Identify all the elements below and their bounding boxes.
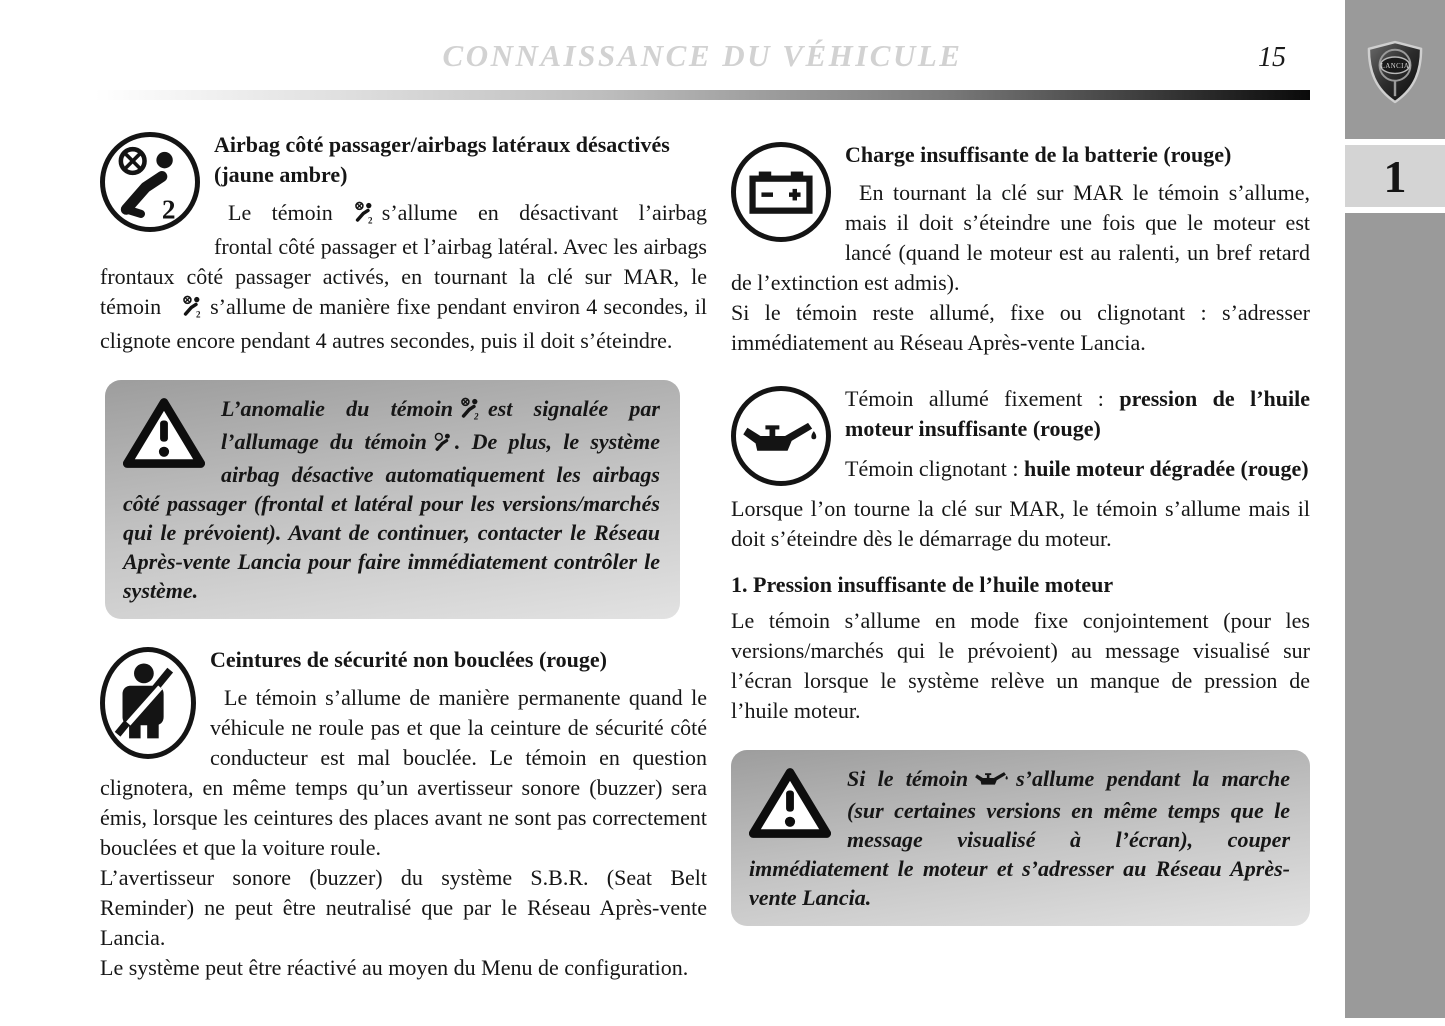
- page-title: CONNAISSANCE DU VÉHICULE: [442, 38, 963, 73]
- sidebar-logo-block: [1345, 0, 1445, 139]
- engine-oil-section: [731, 384, 1310, 726]
- airbag-deactivated-section: [100, 130, 707, 356]
- chapter-sidebar: [1345, 0, 1445, 1026]
- airbag-warning-box: [105, 380, 680, 619]
- oil-pressure-subheading: 1. Pression insuffisante de l’huile moteur: [731, 572, 1114, 597]
- warning-text: est signalée par l’allumage du témoin: [221, 396, 660, 454]
- warning-triangle-icon: [123, 397, 205, 469]
- oil-warning-box: [731, 750, 1310, 926]
- seatbelt-body-paragraph: Le témoin s’allume de manière permanente quand le véhicule ne roule pas et que la ceinture de sécurité côté conducteur est mal bouclée. Le témoin en question clignotera, en même temps qu’un avertisseur sonore (buzzer) sera émis, lorsque les ceintures des places avant ne sont pas correctement bouclées et que la voiture roule.: [100, 685, 707, 860]
- heading-label: Témoin allumé fixement :: [845, 386, 1120, 411]
- svg-text:2: 2: [161, 194, 176, 223]
- warning-text: Si le témoin: [847, 766, 969, 791]
- svg-text:2: 2: [367, 215, 373, 224]
- warning-text: s’allume pendant la marche (sur certaines versions en même temps que le message visualisé à l’écran), couper immédiatement le moteur et s’adresser au Réseau Après-vente Lancia.: [749, 766, 1291, 910]
- seatbelt-body-paragraph: Le système peut être réactivé au moyen du Menu de configuration.: [100, 955, 689, 980]
- page-number: 15: [1258, 42, 1286, 73]
- battery-body-paragraph: Si le témoin reste allumé, fixe ou clignotant : s’adresser immédiatement au Réseau Après-vente Lancia.: [731, 300, 1310, 355]
- warning-text: . De plus, le système airbag désactive automatiquement les airbags côté passager (frontal et latéral pour les versions/marchés qui le prévoient). Avant de continuer, contacter le Réseau Après-vente Lancia pour faire immédiatement contrôler le système.: [123, 429, 660, 603]
- battery-charge-section: [731, 140, 1310, 358]
- warning-triangle-icon: [749, 767, 831, 839]
- oil-pressure-body: Le témoin s’allume en mode fixe conjointement (pour les versions/marchés qui le prévoient) au message visualisé sur l’écran lorsque le système relève un manque de pression de l’huile moteur.: [731, 608, 1310, 723]
- heading-bold: pression de l’huile moteur insuffisante (rouge): [845, 386, 1310, 441]
- sidebar-lower-block: [1345, 213, 1445, 1018]
- battery-body-paragraph: En tournant la clé sur MAR le témoin s’allume, mais il doit s’éteindre une fois que le moteur est lancé (quand le moteur est au ralenti, un bref retard de l’extinction est admis).: [731, 180, 1310, 295]
- airbag-deactivated-inline-icon: [338, 200, 377, 232]
- battery-indicator-icon: [731, 142, 831, 242]
- left-column: [100, 130, 707, 983]
- seatbelt-indicator-icon: [100, 647, 196, 759]
- svg-text:2: 2: [473, 411, 479, 420]
- battery-section-heading: Charge insuffisante de la batterie (rouge): [845, 142, 1232, 167]
- airbag-failure-inline-icon: [432, 431, 454, 460]
- header-divider: [95, 90, 1310, 100]
- airbag-deactivated-inline-icon: [458, 396, 483, 427]
- airbag-section-heading: Airbag côté passager/airbags latéraux désactivés (jaune ambre): [214, 132, 670, 187]
- airbag-deactivated-indicator-icon: [100, 132, 200, 232]
- airbag-section-body: [100, 198, 707, 356]
- right-column: [731, 140, 1310, 926]
- body-text: s’allume en désactivant l’airbag frontal côté passager et l’airbag latéral. Avec les airbags frontaux côté passager activés, en tournant la clé sur MAR, le témoin: [100, 200, 707, 319]
- lancia-logo-text: LANCIA: [1380, 63, 1410, 71]
- airbag-deactivated-inline-icon: [166, 294, 205, 326]
- seatbelt-body-paragraph: L’avertisseur sonore (buzzer) du système S.B.R. (Seat Belt Reminder) ne peut être neutralisé que par le Réseau Après-vente Lancia.: [100, 865, 707, 950]
- heading-label: Témoin clignotant :: [845, 456, 1025, 481]
- svg-text:2: 2: [196, 309, 201, 318]
- warning-text: L’anomalie du témoin: [221, 396, 453, 421]
- engine-oil-indicator-icon: [731, 386, 831, 486]
- body-text: Le témoin: [228, 200, 333, 225]
- seatbelt-section: [100, 645, 707, 983]
- engine-oil-inline-icon: [973, 767, 1011, 796]
- heading-bold: huile moteur dégradée (rouge): [1024, 456, 1309, 481]
- seatbelt-section-heading: Ceintures de sécurité non bouclées (rouge): [210, 647, 607, 672]
- oil-body-paragraph: Lorsque l’on tourne la clé sur MAR, le témoin s’allume mais il doit s’éteindre dès le démarrage du moteur.: [731, 496, 1310, 551]
- body-text: s’allume de manière fixe pendant environ 4 secondes, il clignote encore pendant 4 autres secondes, puis il doit s’éteindre.: [100, 294, 707, 353]
- lancia-logo: [1366, 40, 1424, 104]
- chapter-number-tab: 1: [1345, 145, 1445, 207]
